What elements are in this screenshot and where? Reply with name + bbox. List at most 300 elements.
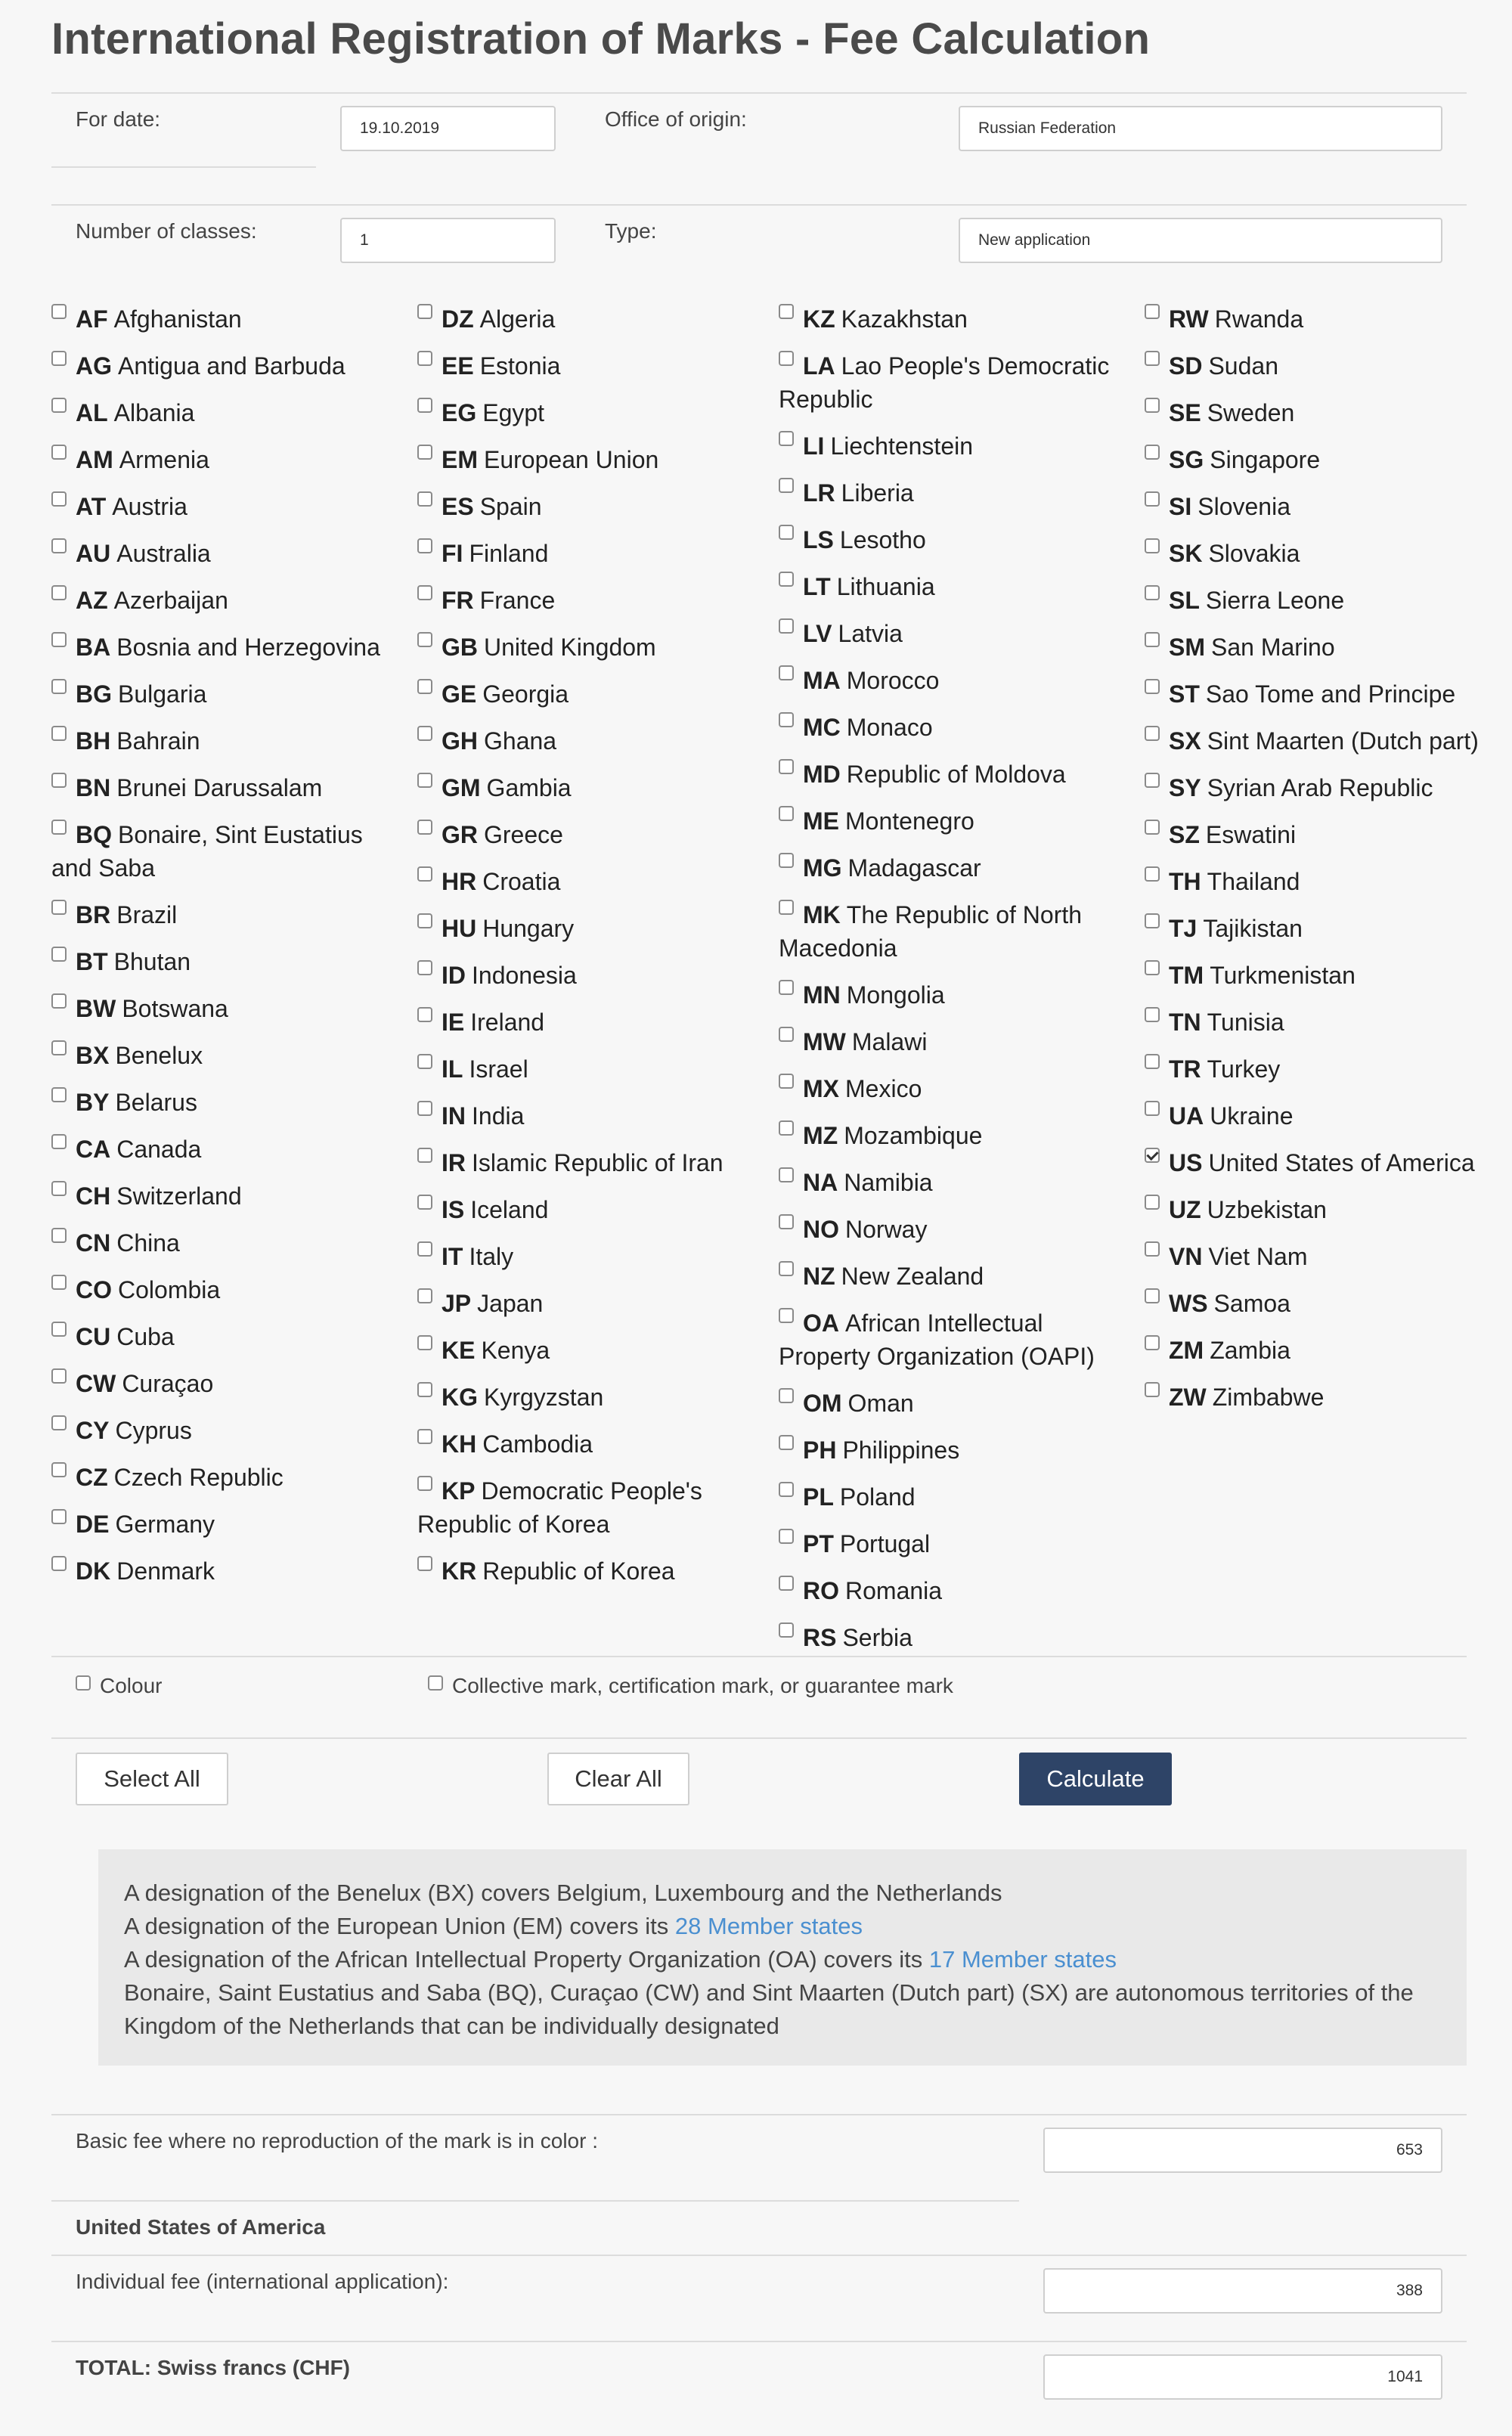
country-code: BH (76, 727, 111, 755)
country-checkbox[interactable] (417, 1429, 432, 1444)
country-option-az[interactable] (51, 584, 407, 617)
country-checkbox[interactable] (51, 1556, 67, 1571)
country-checkbox[interactable] (417, 1382, 432, 1397)
country-checkbox[interactable] (417, 1556, 432, 1571)
country-checkbox[interactable] (417, 1288, 432, 1303)
country-option-zw[interactable] (1145, 1381, 1500, 1414)
country-option-es[interactable] (417, 490, 773, 523)
country-checkbox[interactable] (1145, 1101, 1160, 1116)
country-name: Switzerland (116, 1182, 242, 1210)
country-checkbox[interactable] (779, 478, 794, 493)
country-code: BA (76, 634, 111, 661)
country-option-rw[interactable] (1145, 302, 1500, 336)
country-checkbox[interactable] (779, 1261, 794, 1276)
country-checkbox[interactable] (779, 1167, 794, 1182)
country-option-bt[interactable] (51, 945, 407, 978)
country-name: New Zealand (841, 1263, 984, 1290)
country-checkbox[interactable] (779, 1214, 794, 1229)
country-checkbox[interactable] (779, 1120, 794, 1136)
country-checkbox[interactable] (51, 1040, 67, 1055)
country-checkbox[interactable] (51, 726, 67, 741)
divider (51, 2341, 1467, 2342)
country-name: Czech Republic (113, 1464, 284, 1491)
country-code: AT (76, 493, 107, 520)
country-checkbox[interactable] (417, 1335, 432, 1350)
country-name: Australia (116, 540, 211, 567)
country-option-nz[interactable] (779, 1260, 1134, 1293)
country-checkbox[interactable] (51, 900, 67, 915)
country-option-eg[interactable] (417, 396, 773, 429)
country-checkbox[interactable] (51, 1275, 67, 1290)
country-name: Cuba (116, 1323, 175, 1350)
country-checkbox[interactable] (51, 1415, 67, 1430)
country-option-sl[interactable] (1145, 584, 1500, 617)
country-option-ee[interactable] (417, 349, 773, 383)
country-code: SM (1169, 634, 1205, 661)
country-checkbox[interactable] (417, 491, 432, 507)
country-checkbox[interactable] (1145, 866, 1160, 882)
country-option-kp[interactable] (417, 1474, 773, 1541)
country-checkbox[interactable] (51, 445, 67, 460)
country-checkbox[interactable] (1145, 445, 1160, 460)
calculate-button[interactable]: Calculate (1019, 1753, 1172, 1805)
country-checkbox[interactable] (51, 1462, 67, 1477)
country-checkbox[interactable] (1145, 538, 1160, 553)
country-option-ge[interactable] (417, 677, 773, 711)
basic-fee-value: 653 (1043, 2128, 1442, 2173)
country-name: Zimbabwe (1212, 1384, 1325, 1411)
country-name: Canada (116, 1136, 202, 1163)
country-option-cz[interactable] (51, 1461, 407, 1494)
country-checkbox[interactable] (51, 1228, 67, 1243)
country-option-sm[interactable] (1145, 631, 1500, 664)
country-option-om[interactable] (779, 1387, 1134, 1420)
country-option-th[interactable] (1145, 865, 1500, 898)
colour-checkbox[interactable] (76, 1675, 91, 1691)
country-checkbox[interactable] (51, 773, 67, 788)
country-option-il[interactable] (417, 1052, 773, 1086)
country-option-at[interactable] (51, 490, 407, 523)
country-checkbox[interactable] (1145, 820, 1160, 835)
country-checkbox[interactable] (779, 900, 794, 915)
country-checkbox[interactable] (1145, 351, 1160, 366)
country-checkbox[interactable] (1145, 1148, 1160, 1163)
country-name: Mozambique (844, 1122, 983, 1149)
country-name: Norway (845, 1216, 928, 1243)
clear-all-button[interactable]: Clear All (547, 1753, 689, 1805)
country-option-ba[interactable] (51, 631, 407, 664)
country-checkbox[interactable] (779, 665, 794, 680)
country-checkbox[interactable] (1145, 1195, 1160, 1210)
country-checkbox[interactable] (779, 806, 794, 821)
country-checkbox[interactable] (1145, 1007, 1160, 1022)
country-option-no[interactable] (779, 1213, 1134, 1246)
country-option-lt[interactable] (779, 570, 1134, 603)
divider (51, 1656, 1467, 1657)
country-name: Iceland (470, 1196, 549, 1223)
country-checkbox[interactable] (417, 351, 432, 366)
country-checkbox[interactable] (417, 773, 432, 788)
country-option-lv[interactable] (779, 617, 1134, 650)
country-checkbox[interactable] (417, 1476, 432, 1491)
country-name: Mongolia (846, 981, 945, 1009)
country-option-mg[interactable] (779, 851, 1134, 885)
country-name: Bulgaria (118, 680, 207, 708)
country-checkbox[interactable] (779, 980, 794, 995)
country-name: Turkmenistan (1210, 962, 1356, 989)
country-code: SG (1169, 446, 1204, 473)
country-checkbox[interactable] (1145, 1054, 1160, 1069)
country-name: Republic of Korea (482, 1557, 675, 1585)
country-option-ws[interactable] (1145, 1287, 1500, 1320)
country-name: Islamic Republic of Iran (472, 1149, 723, 1176)
country-checkbox[interactable] (779, 759, 794, 774)
country-option-co[interactable] (51, 1273, 407, 1306)
country-option-bx[interactable] (51, 1039, 407, 1072)
country-checkbox[interactable] (51, 398, 67, 413)
country-checkbox[interactable] (1145, 773, 1160, 788)
country-option-st[interactable] (1145, 677, 1500, 711)
country-checkbox[interactable] (51, 1368, 67, 1384)
country-option-sz[interactable] (1145, 818, 1500, 851)
country-option-ro[interactable] (779, 1574, 1134, 1607)
country-option-gr[interactable] (417, 818, 773, 851)
country-checkbox[interactable] (779, 351, 794, 366)
country-option-kz[interactable] (779, 302, 1134, 336)
country-checkbox[interactable] (779, 1576, 794, 1591)
country-option-gm[interactable] (417, 771, 773, 804)
country-checkbox[interactable] (779, 1388, 794, 1403)
country-checkbox[interactable] (417, 1148, 432, 1163)
country-code: DK (76, 1557, 111, 1585)
country-fee-heading: United States of America (76, 2215, 326, 2239)
colour-option[interactable] (76, 1674, 162, 1698)
eu-member-states-link[interactable]: 28 Member states (674, 1913, 863, 1939)
country-code: LI (803, 432, 825, 460)
country-option-pt[interactable] (779, 1527, 1134, 1560)
country-option-bn[interactable] (51, 771, 407, 804)
country-checkbox[interactable] (1145, 304, 1160, 319)
country-option-ch[interactable] (51, 1179, 407, 1213)
country-name: The Republic of North Macedonia (779, 901, 1083, 962)
country-option-md[interactable] (779, 758, 1134, 791)
country-name: Tunisia (1207, 1009, 1284, 1036)
country-checkbox[interactable] (779, 1435, 794, 1450)
country-checkbox[interactable] (1145, 726, 1160, 741)
country-option-cn[interactable] (51, 1226, 407, 1260)
divider (51, 92, 1467, 94)
country-option-af[interactable] (51, 302, 407, 336)
collective-mark-checkbox[interactable] (428, 1675, 443, 1691)
country-checkbox[interactable] (51, 947, 67, 962)
country-name: Turkey (1207, 1055, 1281, 1083)
country-option-lr[interactable] (779, 476, 1134, 510)
country-option-kh[interactable] (417, 1427, 773, 1461)
country-checkbox[interactable] (779, 1308, 794, 1323)
country-checkbox[interactable] (417, 1241, 432, 1257)
country-checkbox[interactable] (51, 585, 67, 600)
country-option-fi[interactable] (417, 537, 773, 570)
country-option-ma[interactable] (779, 664, 1134, 697)
country-checkbox[interactable] (51, 993, 67, 1009)
basic-fee-label: Basic fee where no reproduction of the mark is in color : (76, 2129, 599, 2152)
country-option-tn[interactable] (1145, 1006, 1500, 1039)
country-checkbox[interactable] (1145, 960, 1160, 975)
country-option-mc[interactable] (779, 711, 1134, 744)
office-of-origin-select[interactable]: Russian Federation (959, 106, 1442, 151)
country-code: PL (803, 1483, 834, 1511)
country-code: FR (442, 587, 474, 614)
country-checkbox[interactable] (1145, 491, 1160, 507)
country-checkbox[interactable] (51, 491, 67, 507)
country-checkbox[interactable] (779, 525, 794, 540)
country-option-id[interactable] (417, 959, 773, 992)
classes-input[interactable]: 1 (340, 218, 556, 263)
country-option-pl[interactable] (779, 1480, 1134, 1514)
country-option-it[interactable] (417, 1240, 773, 1273)
country-option-gb[interactable] (417, 631, 773, 664)
country-checkbox[interactable] (1145, 1335, 1160, 1350)
country-option-sk[interactable] (1145, 537, 1500, 570)
country-checkbox[interactable] (1145, 585, 1160, 600)
country-checkbox[interactable] (51, 1087, 67, 1102)
country-option-kr[interactable] (417, 1554, 773, 1588)
country-checkbox[interactable] (51, 351, 67, 366)
country-option-fr[interactable] (417, 584, 773, 617)
divider (51, 2200, 1019, 2202)
country-checkbox[interactable] (1145, 1382, 1160, 1397)
country-checkbox[interactable] (51, 538, 67, 553)
country-option-cw[interactable] (51, 1367, 407, 1400)
country-option-bh[interactable] (51, 724, 407, 758)
country-option-bg[interactable] (51, 677, 407, 711)
country-checkbox[interactable] (417, 1195, 432, 1210)
country-checkbox[interactable] (417, 1101, 432, 1116)
country-checkbox[interactable] (1145, 913, 1160, 928)
country-code: US (1169, 1149, 1203, 1176)
country-name: Singapore (1210, 446, 1321, 473)
country-option-se[interactable] (1145, 396, 1500, 429)
country-option-ca[interactable] (51, 1133, 407, 1166)
country-code: NO (803, 1216, 839, 1243)
country-option-au[interactable] (51, 537, 407, 570)
country-option-vn[interactable] (1145, 1240, 1500, 1273)
country-name: Cyprus (115, 1417, 192, 1444)
country-checkbox[interactable] (1145, 679, 1160, 694)
country-checkbox[interactable] (417, 585, 432, 600)
country-option-sx[interactable] (1145, 724, 1500, 758)
country-checkbox[interactable] (1145, 1288, 1160, 1303)
country-option-ke[interactable] (417, 1334, 773, 1367)
country-option-hu[interactable] (417, 912, 773, 945)
country-option-mk[interactable] (779, 898, 1134, 965)
country-code: LR (803, 479, 835, 507)
country-checkbox[interactable] (417, 632, 432, 647)
country-checkbox[interactable] (779, 712, 794, 727)
country-name: India (472, 1102, 525, 1130)
country-option-br[interactable] (51, 898, 407, 931)
country-checkbox[interactable] (51, 820, 67, 835)
country-option-mw[interactable] (779, 1025, 1134, 1058)
country-name: Denmark (116, 1557, 215, 1585)
country-code: ST (1169, 680, 1200, 708)
country-name: Algeria (479, 305, 556, 333)
country-option-tr[interactable] (1145, 1052, 1500, 1086)
country-code: OM (803, 1390, 842, 1417)
country-option-mx[interactable] (779, 1072, 1134, 1105)
country-checkbox[interactable] (51, 1134, 67, 1149)
country-option-in[interactable] (417, 1099, 773, 1133)
country-code: NZ (803, 1263, 835, 1290)
country-checkbox[interactable] (417, 960, 432, 975)
country-option-dz[interactable] (417, 302, 773, 336)
country-name: Samoa (1213, 1290, 1290, 1317)
country-checkbox[interactable] (417, 445, 432, 460)
country-option-am[interactable] (51, 443, 407, 476)
country-option-sy[interactable] (1145, 771, 1500, 804)
country-code: KP (442, 1477, 476, 1505)
country-option-si[interactable] (1145, 490, 1500, 523)
country-code: AZ (76, 587, 108, 614)
country-option-tj[interactable] (1145, 912, 1500, 945)
country-option-mn[interactable] (779, 978, 1134, 1012)
country-checkbox[interactable] (779, 618, 794, 634)
country-option-ph[interactable] (779, 1433, 1134, 1467)
country-option-cu[interactable] (51, 1320, 407, 1353)
divider (51, 1737, 1467, 1739)
country-checkbox[interactable] (51, 632, 67, 647)
country-name: Albania (113, 399, 195, 426)
country-name: Italy (469, 1243, 514, 1270)
country-option-ie[interactable] (417, 1006, 773, 1039)
country-option-me[interactable] (779, 804, 1134, 838)
country-option-sg[interactable] (1145, 443, 1500, 476)
country-checkbox[interactable] (1145, 398, 1160, 413)
country-checkbox[interactable] (417, 1007, 432, 1022)
country-checkbox[interactable] (1145, 632, 1160, 647)
collective-mark-option[interactable] (428, 1674, 953, 1698)
country-checkbox[interactable] (417, 679, 432, 694)
country-checkbox[interactable] (779, 572, 794, 587)
country-checkbox[interactable] (417, 304, 432, 319)
country-option-zm[interactable] (1145, 1334, 1500, 1367)
country-option-rs[interactable] (779, 1621, 1134, 1654)
country-code: IL (442, 1055, 463, 1083)
country-option-us[interactable] (1145, 1146, 1500, 1179)
country-code: AF (76, 305, 108, 333)
country-option-bq[interactable] (51, 818, 407, 885)
country-option-ag[interactable] (51, 349, 407, 383)
country-option-ls[interactable] (779, 523, 1134, 556)
country-checkbox[interactable] (779, 1482, 794, 1497)
country-checkbox[interactable] (417, 1054, 432, 1069)
country-name: Cambodia (482, 1430, 593, 1458)
country-option-is[interactable] (417, 1193, 773, 1226)
country-option-jp[interactable] (417, 1287, 773, 1320)
country-option-li[interactable] (779, 429, 1134, 463)
country-option-em[interactable] (417, 443, 773, 476)
country-option-kg[interactable] (417, 1381, 773, 1414)
country-checkbox[interactable] (51, 1322, 67, 1337)
country-name: Lithuania (836, 573, 935, 600)
country-option-sd[interactable] (1145, 349, 1500, 383)
country-name: Uzbekistan (1207, 1196, 1327, 1223)
country-name: Republic of Moldova (846, 761, 1066, 788)
country-checkbox[interactable] (51, 1509, 67, 1524)
country-checkbox[interactable] (779, 1622, 794, 1638)
country-code: GB (442, 634, 478, 661)
country-option-bw[interactable] (51, 992, 407, 1025)
country-checkbox[interactable] (779, 304, 794, 319)
country-checkbox[interactable] (779, 1074, 794, 1089)
country-name: Brazil (116, 901, 178, 928)
country-code: CU (76, 1323, 111, 1350)
country-code: UZ (1169, 1196, 1201, 1223)
country-option-by[interactable] (51, 1086, 407, 1119)
oa-member-states-link[interactable]: 17 Member states (928, 1946, 1117, 1973)
country-code: WS (1169, 1290, 1208, 1317)
country-option-dk[interactable] (51, 1554, 407, 1588)
country-checkbox[interactable] (51, 304, 67, 319)
country-option-ir[interactable] (417, 1146, 773, 1179)
country-option-ua[interactable] (1145, 1099, 1500, 1133)
country-name: Bahrain (116, 727, 200, 755)
country-checkbox[interactable] (417, 398, 432, 413)
country-option-mz[interactable] (779, 1119, 1134, 1152)
country-option-cy[interactable] (51, 1414, 407, 1447)
country-name: Finland (469, 540, 549, 567)
country-code: SI (1169, 493, 1192, 520)
country-checkbox[interactable] (51, 1181, 67, 1196)
country-option-uz[interactable] (1145, 1193, 1500, 1226)
country-option-tm[interactable] (1145, 959, 1500, 992)
country-option-la[interactable] (779, 349, 1134, 416)
country-option-gh[interactable] (417, 724, 773, 758)
country-checkbox[interactable] (779, 431, 794, 446)
country-checkbox[interactable] (417, 726, 432, 741)
country-code: HU (442, 915, 477, 942)
country-checkbox[interactable] (51, 679, 67, 694)
country-option-oa[interactable] (779, 1306, 1134, 1373)
for-date-input[interactable]: 19.10.2019 (340, 106, 556, 151)
country-checkbox[interactable] (417, 866, 432, 882)
country-option-na[interactable] (779, 1166, 1134, 1199)
country-option-hr[interactable] (417, 865, 773, 898)
country-code: ZW (1169, 1384, 1207, 1411)
country-checkbox[interactable] (417, 913, 432, 928)
country-option-al[interactable] (51, 396, 407, 429)
country-name: Sierra Leone (1205, 587, 1345, 614)
country-checkbox[interactable] (779, 1027, 794, 1042)
country-code: JP (442, 1290, 472, 1317)
country-name: Namibia (844, 1169, 933, 1196)
country-checkbox[interactable] (779, 853, 794, 868)
country-name: Ireland (470, 1009, 545, 1036)
type-select[interactable]: New application (959, 218, 1442, 263)
divider (51, 2255, 1467, 2256)
country-code: TJ (1169, 915, 1198, 942)
country-name: Liechtenstein (830, 432, 974, 460)
country-name: Serbia (842, 1624, 912, 1651)
country-checkbox[interactable] (417, 820, 432, 835)
country-checkbox[interactable] (779, 1529, 794, 1544)
country-checkbox[interactable] (417, 538, 432, 553)
country-name: Lao People's Democratic Republic (779, 352, 1110, 413)
country-code: BR (76, 901, 111, 928)
select-all-button[interactable]: Select All (76, 1753, 228, 1805)
country-option-de[interactable] (51, 1508, 407, 1541)
country-checkbox[interactable] (1145, 1241, 1160, 1257)
